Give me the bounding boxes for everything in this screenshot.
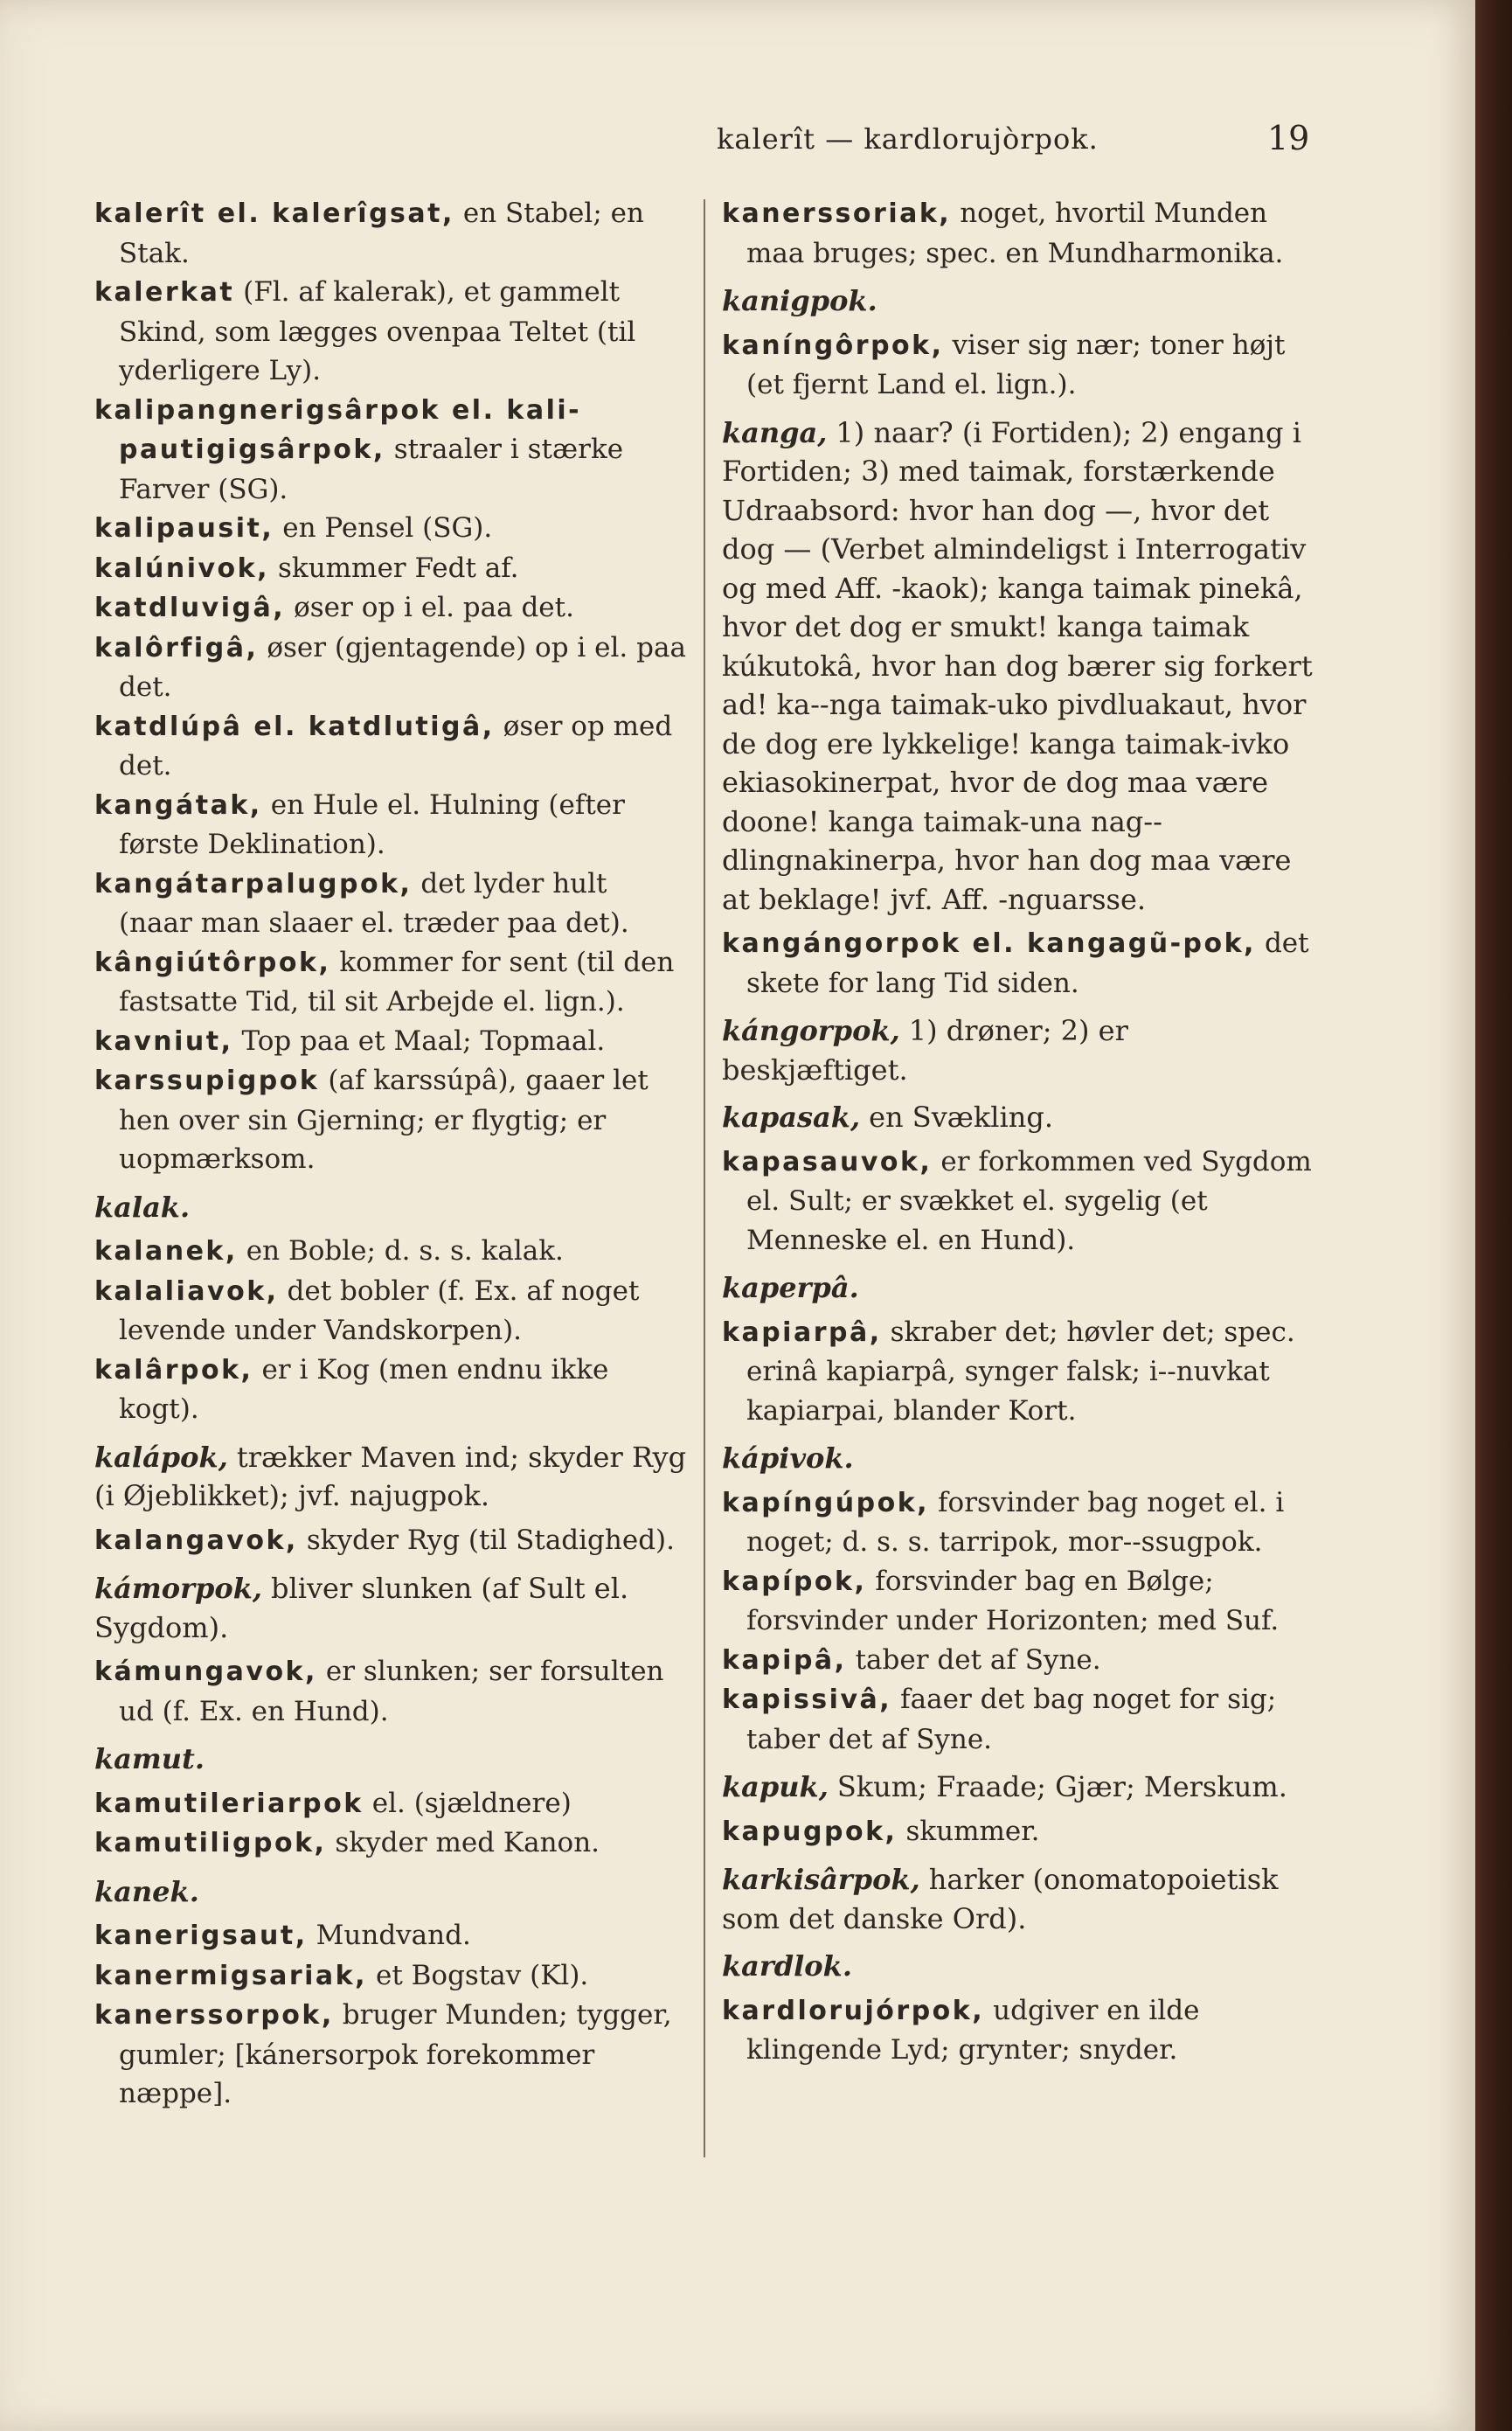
definition: bliver slunken (af Sult el. Sygdom). <box>94 1572 629 1644</box>
dictionary-entry <box>722 1641 1314 1681</box>
headword: kanermigsariak, <box>94 1960 367 1991</box>
headword: kapasak, <box>722 1101 861 1134</box>
dictionary-entry <box>94 1956 689 1997</box>
headword: kapíngúpok, <box>722 1487 930 1518</box>
column-divider <box>704 199 705 2157</box>
dictionary-entry <box>94 1652 689 1731</box>
dictionary-entry <box>94 943 689 1022</box>
headword: kanigpok. <box>722 284 877 317</box>
dictionary-entry <box>722 1812 1314 1852</box>
root-heading <box>722 1098 1314 1137</box>
dictionary-entry <box>94 1784 689 1824</box>
headword: kángorpok, <box>722 1014 900 1047</box>
definition: øser op i el. paa det. <box>294 592 574 623</box>
headword: kapugpok, <box>722 1816 898 1847</box>
definition: bruger Munden; tygger, gumler; [kánersorpok forekommer næppe]. <box>119 1999 672 2109</box>
definition: el. (sjældnere) <box>371 1787 572 1819</box>
headword: kalipangnerigsârpok el. kali-pautigigsârpok, <box>94 394 582 465</box>
root-heading <box>722 1268 1314 1308</box>
definition: forsvinder bag en Bølge; forsvinder under Horizonten; med Suf. <box>746 1565 1280 1636</box>
headword: kámorpok, <box>94 1572 262 1605</box>
dictionary-entry <box>722 326 1314 405</box>
definition: er i Kog (men endnu ikke kogt). <box>119 1353 609 1425</box>
definition: skummer Fedt af. <box>278 552 519 584</box>
definition: øser op med det. <box>119 710 673 781</box>
headword: karkisârpok, <box>722 1863 920 1896</box>
headword: kalipausit, <box>94 513 274 544</box>
headword: kalangavok, <box>94 1525 298 1556</box>
dictionary-entry <box>94 391 689 510</box>
dictionary-entry <box>94 194 689 273</box>
definition: forsvinder bag noget el. i noget; d. s. s. tarripok, mor--ssugpok. <box>746 1486 1285 1558</box>
definition: Skum; Fraade; Gjær; Merskum. <box>836 1770 1287 1803</box>
headword: kámungavok, <box>94 1657 317 1687</box>
definition: et Bogstav (Kl). <box>375 1959 589 1991</box>
definition: (Fl. af kalerak), et gammelt Skind, som lægges ovenpaa Teltet (til yderligere Ly). <box>119 276 636 386</box>
definition: en Stabel; en Stak. <box>119 198 644 269</box>
definition: taber det af Syne. <box>855 1643 1101 1676</box>
dictionary-entry <box>722 924 1314 1003</box>
definition: noget, hvortil Munden maa bruges; spec. en Mundharmonika. <box>746 198 1284 269</box>
dictionary-entry <box>722 1562 1314 1641</box>
headword: kalanek, <box>94 1236 238 1267</box>
definition: kommer for sent (til den fastsatte Tid, til sit Arbejde el. lign.). <box>119 946 675 1018</box>
root-heading <box>722 1439 1314 1478</box>
dictionary-entry <box>94 707 689 786</box>
book-spine <box>1475 0 1512 2431</box>
root-heading <box>722 1860 1314 1938</box>
definition: en Hule el. Hulning (efter første Deklination). <box>119 788 625 860</box>
right-column <box>722 194 1314 2070</box>
headword: kardlok. <box>722 1949 852 1983</box>
definition: harker (onomatopoietisk som det danske Ord). <box>722 1863 1279 1935</box>
headword: kangátarpalugpok, <box>94 868 413 899</box>
definition: det skete for lang Tid siden. <box>746 927 1309 999</box>
definition: udgiver en ilde klingende Lyd; grynter; snyder. <box>746 1994 1200 2066</box>
headword: kapípok, <box>722 1566 867 1597</box>
left-column <box>94 194 689 2114</box>
headword: kalôrfigâ, <box>94 632 259 663</box>
root-heading <box>94 1188 689 1227</box>
definition: Top paa et Maal; Topmaal. <box>241 1024 606 1057</box>
dictionary-entry <box>94 588 689 629</box>
root-heading <box>94 1740 689 1779</box>
definition: det bobler (f. Ex. af noget levende under Vandskorpen). <box>119 1275 640 1346</box>
headword: kaníngôrpok, <box>722 330 944 361</box>
definition: skummer. <box>905 1815 1040 1847</box>
page-number: 19 <box>1267 119 1310 157</box>
dictionary-entry <box>722 1143 1314 1261</box>
dictionary-entry <box>94 273 689 391</box>
headword: kardlorujórpok, <box>722 1995 985 2026</box>
headword: kangángorpok el. kangagũ-pok, <box>722 928 1256 959</box>
dictionary-entry <box>94 865 689 943</box>
definition: skraber det; høvler det; spec. erinâ kapiarpâ, synger falsk; i--nuvkat kapiarpai, blander Kort. <box>746 1316 1295 1427</box>
headword: kalerît el. kalerîgsat, <box>94 198 454 229</box>
root-heading <box>94 1872 689 1912</box>
dictionary-entry <box>94 1061 689 1179</box>
headword: kângiútôrpok, <box>94 947 331 978</box>
root-heading <box>722 413 1314 920</box>
definition: øser (gjentagende) op i el. paa det. <box>119 631 686 703</box>
dictionary-entry <box>94 1022 689 1062</box>
definition: (af karssúpâ), gaaer let hen over sin Gjerning; er flygtig; er uopmærksom. <box>119 1065 648 1175</box>
headword: kápivok. <box>722 1441 854 1475</box>
definition: 1) naar? (i Fortiden); 2) engang i Fortiden; 3) med taimak, forstærkende Udraabsord: hvor han dog —, hvor det dog — (Verbet almindeligst i Interrogativ og med Aff. -kaok); kanga taimak pinekâ, hvor det dog er smukt! kanga taimak kúkutokâ, hvor han dog bærer sig forkert ad! ka--nga taimak-uko pivdluakaut, hvor de dog ere lykkelige! kanga taimak-ivko ekiasokinerpat, hvor de dog maa være doone! kanga taimak-una nag--dlingnakinerpa, hvor han dog maa være at beklage! jvf. Aff. -nguarsse. <box>722 415 1313 916</box>
definition: Mundvand. <box>316 1920 471 1951</box>
dictionary-entry <box>94 1272 689 1351</box>
headword: kanerssorpok, <box>94 2000 334 2031</box>
headword: kanerigsaut, <box>94 1920 308 1951</box>
headword: katdlúpâ el. katdlutigâ, <box>94 711 495 742</box>
dictionary-entry <box>94 509 689 549</box>
headword: kamutileriarpok <box>94 1788 364 1819</box>
headword: kanga, <box>722 415 828 449</box>
headword: kalúnivok, <box>94 552 269 584</box>
definition: faaer det bag noget for sig; taber det af Syne. <box>746 1684 1277 1755</box>
definition: en Pensel (SG). <box>282 512 493 544</box>
headword: karssupigpok <box>94 1066 320 1096</box>
root-heading <box>94 1438 689 1516</box>
headword: kalârpok, <box>94 1354 253 1386</box>
definition: en Boble; d. s. s. kalak. <box>246 1235 564 1267</box>
headword: kamutiligpok, <box>94 1828 327 1858</box>
definition: en Svækling. <box>869 1101 1053 1134</box>
headword: kapissivâ, <box>722 1684 892 1715</box>
dictionary-entry <box>94 786 689 865</box>
definition: det lyder hult (naar man slaaer el. træder paa det). <box>119 867 629 939</box>
dictionary-entry <box>94 629 689 707</box>
dictionary-entry <box>94 1232 689 1272</box>
dictionary-entry <box>94 1823 689 1864</box>
headword: kapipâ, <box>722 1644 847 1676</box>
definition: er slunken; ser forsulten ud (f. Ex. en Hund). <box>119 1656 664 1727</box>
headword: kangátak, <box>94 789 262 821</box>
headword: kapuk, <box>722 1770 829 1803</box>
dictionary-entry <box>722 1991 1314 2070</box>
headword: kapasauvok, <box>722 1146 933 1177</box>
headword: kamut. <box>94 1742 205 1775</box>
headword: kalaliavok, <box>94 1275 279 1307</box>
dictionary-entry <box>94 1521 689 1561</box>
headword: kalerkat <box>94 277 235 308</box>
root-heading <box>722 1011 1314 1089</box>
definition: trækker Maven ind; skyder Ryg (i Øjeblikket); jvf. najugpok. <box>94 1440 687 1512</box>
definition: skyder Ryg (til Stadighed). <box>306 1524 676 1556</box>
root-heading <box>722 281 1314 321</box>
headword: kalápok, <box>94 1440 228 1474</box>
dictionary-entry <box>94 1916 689 1956</box>
root-heading <box>722 1768 1314 1807</box>
running-header: kalerît — kardlorujòrpok. <box>717 122 1099 156</box>
dictionary-entry <box>722 1483 1314 1562</box>
dictionary-entry <box>722 1680 1314 1759</box>
headword: katdluvigâ, <box>94 593 286 623</box>
definition: viser sig nær; toner højt (et fjernt Land el. lign.). <box>746 329 1286 400</box>
headword: kalak. <box>94 1190 191 1224</box>
dictionary-entry <box>94 549 689 589</box>
definition: skyder med Kanon. <box>335 1827 600 1858</box>
dictionary-entry <box>722 1313 1314 1431</box>
definition: straaler i stærke Farver (SG). <box>119 434 624 505</box>
dictionary-entry <box>94 1996 689 2114</box>
root-heading <box>722 1947 1314 1986</box>
definition: er forkommen ved Sygdom el. Sult; er svækket el. sygelig (et Menneske el. en Hund). <box>746 1145 1312 1256</box>
headword: kanek. <box>94 1874 199 1908</box>
headword: kapiarpâ, <box>722 1316 882 1348</box>
root-heading <box>94 1569 689 1647</box>
dictionary-entry <box>722 194 1314 273</box>
dictionary-entry <box>94 1351 689 1429</box>
headword: kanerssoriak, <box>722 198 952 229</box>
definition: 1) drøner; 2) er beskjæftiget. <box>722 1014 1128 1087</box>
headword: kaperpâ. <box>722 1271 859 1304</box>
headword: kavniut, <box>94 1025 233 1057</box>
